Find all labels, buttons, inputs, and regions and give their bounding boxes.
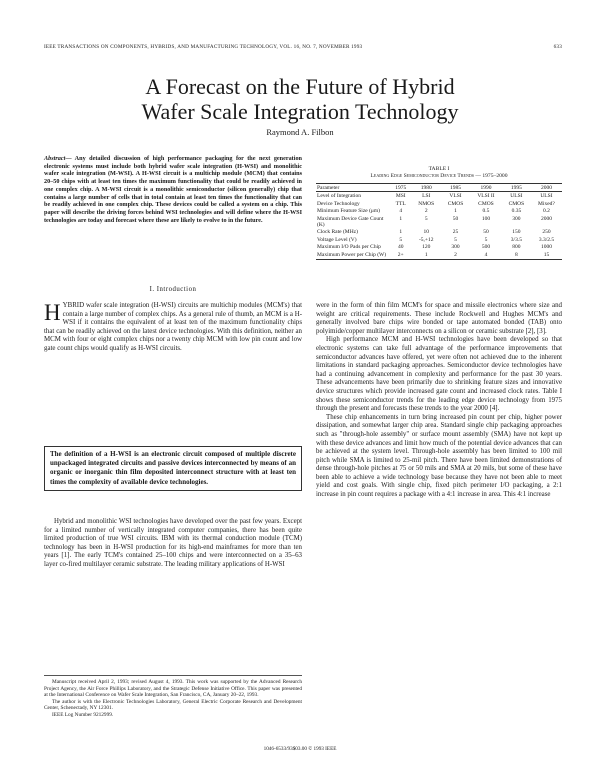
table-row (316, 251, 562, 259)
table-cell: 5 (484, 236, 488, 243)
table-cell: 5 (424, 215, 428, 222)
table-cell: Voltage Level (V) (317, 236, 357, 243)
table-cell: 8 (515, 251, 518, 258)
table-cell: 2 (454, 251, 457, 258)
abstract-label: Abstract (44, 155, 66, 162)
paper-title-line-2: Wafer Scale Integration Technology (141, 99, 459, 124)
table-caption-title: Leading Edge Semiconductor Device Trends — 1975–2000 (370, 173, 508, 179)
table-header-cell: 2000 (540, 184, 552, 191)
table-header-cell: 1985 (450, 184, 462, 191)
table-cell: Level of Integration (317, 193, 361, 200)
table-cell: 1 (399, 229, 403, 236)
table-row (316, 192, 562, 200)
abstract (44, 155, 302, 224)
table-cell: 0.2 (543, 208, 550, 215)
table-cell: 2 (424, 208, 428, 215)
table-cell: Minimum Feature Size (μm) (317, 208, 380, 215)
table-row (316, 200, 562, 207)
table-cell: 10 (423, 229, 429, 236)
copyright-code: 1046-6533/93$03.00 © 1993 IEEE (263, 746, 337, 752)
footnote (44, 675, 302, 718)
table-cell: 150 (512, 229, 521, 236)
abstract-text: — Any detailed discussion of high performance packaging for the next generation electronic systems must include both hybrid wafer scale integration (H-WSI) and monolithic wafer scale integration (M-WSI). A H-WSI circuit is a multichip module (MCM) that contains 20–50 chips with at least ten times the maximum functionality that could be readily achieved in one complex chip. A M-WSI circuit is a monolithic semiconductor (silicon generally) chip that contains a large number of cells that in total contain at least ten times the functionality that can be readily achieved in one complex chip. These devices could be called a system on a chip. This paper will describe the driving forces behind WSI technologies and will define where the H-WSI technologies are today and forecast where these are likely to evolve to in the future. (44, 155, 302, 224)
table-cell: 2000 (540, 215, 552, 222)
table-cell: 300 (451, 244, 460, 251)
right-paragraph-1: were in the form of thin film MCM's for space and missile electronics where size and weight are critical requirements. These include Rockwell and Hughes MCM's and generally involved bare chips wire bonded or tape automated bonded (TAB) onto polyimide/copper multilayer interconnects on a silicon or ceramic substrate [2], [3]. (316, 302, 562, 335)
table-cell: TTL (395, 200, 406, 207)
table-cell: 25 (452, 229, 459, 236)
table-cell: VLSI (449, 193, 462, 200)
table-cell: -5,+12 (418, 236, 434, 243)
table-header-row (316, 184, 562, 192)
table-row (316, 229, 562, 236)
right-column (316, 302, 562, 500)
table-cell: 1 (454, 208, 457, 215)
table-caption-number: TABLE I (428, 166, 450, 172)
table-cell: 2+ (397, 251, 404, 258)
running-head (44, 44, 562, 50)
table-cell: 3.3/2.5 (538, 236, 555, 243)
table-cell: 120 (422, 244, 431, 251)
table-cell: Device Technology (317, 200, 360, 207)
table-cell: Maximum Device Gate Count (K) (317, 215, 384, 228)
table-cell: NMOS (418, 200, 435, 207)
table-cell: 15 (543, 251, 550, 258)
table-cell: CMOS (478, 200, 494, 207)
table-header-cell: Parameter (317, 184, 340, 191)
table-cell: 4 (399, 208, 403, 215)
table-cell: CMOS (508, 200, 525, 207)
footnote-log-number: IEEE Log Number 9212999. (52, 711, 114, 718)
trends-table (316, 183, 562, 260)
table-1 (316, 166, 562, 260)
table-row (316, 207, 562, 214)
table-row (316, 215, 562, 229)
section-heading: I. Introduction (149, 286, 197, 293)
footnote-received: Manuscript received April 2, 1993; revised August 4, 1993. This work was supported by the Advanced Research Project Agency, the Air Force Phillips Laboratory, and the Strategic Defense Initiative Office. This paper was presented at the International Conference on Wafer Scale Integration, San Francisco, CA, January 20–22, 1993. (44, 679, 302, 698)
table-cell: 50 (483, 229, 489, 236)
table-cell: 100 (481, 215, 491, 222)
table-header-cell: 1990 (480, 184, 492, 191)
table-cell: LSI (422, 193, 431, 200)
table-cell: 50 (452, 215, 459, 222)
footnote-affiliation: The author is with the Electronic Technologies Laboratory, General Electric Corporate Research and Development Center, Schenectady, NY 12301. (44, 698, 302, 711)
table-row (316, 236, 562, 243)
table-cell: VLSI II (477, 193, 495, 200)
table-cell: 5 (454, 236, 457, 243)
paper-title-line-1: A Forecast on the Future of Hybrid (145, 74, 455, 99)
table-cell: 0.5 (482, 208, 490, 215)
right-paragraph-2: High performance MCM and H-WSI technologies have been developed so that electronic systems can take full advantage of the performance improvements that semiconductor advances have offered, yet were often not achieved due to the inherent limitations in standard packaging approaches. Semiconductor device technologies have had a continuing advancement in complexity and performance for the past 30 years. These advancements have been primarily due to shrinking feature sizes and innovative device structures which provide increased gate count and increased clock rates. Table I shows these semiconductor trends for the leading edge device technology from 1975 through the present and forecasts these trends to the year 2000 [4]. (316, 336, 562, 413)
table-header-cell: 1980 (420, 184, 432, 191)
table-cell: CMOS (447, 200, 464, 207)
definition-box: The definition of a H-WSI is an electronic circuit composed of multiple discrete unpackaged integrated circuits and passive devices interconnected by means of an organic or inorganic thin film deposited interconnect structure with at least ten times the complexity of available device technologies. (44, 446, 302, 491)
table-cell: 800 (512, 244, 521, 251)
intro-paragraph-1: YBRID wafer scale integration (H-WSI) circuits are multichip modules (MCM's) that contain a large number of complex chips. As a general rule of thumb, an MCM is a H-WSI if it contains the equivalent of at least ten of the maximum functionality chips that can be readily achieved on the latest device technologies. With this definition, neither an MCM with four or eight complex chips nor a twenty chip MCM with low pin count and low gate count chips would qualify as H-WSI circuits. (44, 302, 302, 352)
table-cell: 300 (512, 215, 521, 222)
table-header-cell: 1995 (510, 184, 522, 191)
left-column-continued (44, 518, 302, 570)
left-column-intro (44, 302, 302, 354)
right-paragraph-3: These chip enhancements in turn bring increased pin count per chip, higher power dissipation, and somewhat larger chip area. Standard single chip packaging approaches such as "through-hole assembly" or surface mount assembly (SMA) have not kept up with these device advances and limit how much of the potential device advances that can be achieved at the system level. Through-hole assembly has been limited to 100 mil pitch while SMA is limited to 25-mil pitch. There have been limited demonstrations of dense through-hole pitches at 75 or 50 mils and SMA at 20 mils, but some of these have been able to achieve a wide technology base because they have not been able to meet yield and cost goals. With single chip, fixed pitch perimeter I/O packaging, a 2:1 increase in pin count requires a package with a 4:1 increase in area. This 4:1 increase (316, 413, 562, 499)
table-cell: 0.35 (511, 208, 522, 215)
table-cell: 1 (424, 251, 428, 258)
table-row (316, 244, 562, 251)
page-number: 633 (553, 44, 562, 50)
table-cell: 1 (399, 215, 403, 222)
table-cell: Mixed? (538, 200, 555, 207)
dropcap: H (44, 300, 61, 325)
paper-author: Raymond A. Filbon (266, 127, 334, 137)
table-cell: 5 (399, 236, 403, 243)
running-head-journal: IEEE TRANSACTIONS ON COMPONENTS, HYBRIDS, AND MANUFACTURING TECHNOLOGY, VOL. 16, NO. 7, NOVEMBER 1993 (44, 44, 363, 50)
table-header-cell: 1975 (395, 184, 407, 191)
table-cell: 4 (484, 251, 488, 258)
table-cell: 250 (542, 229, 551, 236)
intro-paragraph-2: Hybrid and monolithic WSI technologies have developed over the past few years. Except for a limited number of vertically integrated computer companies, there has been quite limited production of true WSI circuits. IBM with its thermal conduction module (TCM) technology has been in H-WSI production for its high-end mainframes for more than ten years [1]. The early TCM's contained 25–100 chips and were interconnected on a 35–63 layer co-fired multilayer ceramic substrate. The leading military applications of H-WSI (44, 518, 302, 568)
table-cell: Maximum I/O Pads per Chip (317, 244, 381, 251)
table-cell: ULSI (540, 193, 553, 200)
table-cell: 40 (397, 244, 404, 251)
table-cell: 500 (481, 244, 491, 251)
table-cell: 1000 (540, 244, 552, 251)
table-cell: Maximum Power per Chip (W) (317, 251, 387, 258)
table-cell: 3/3.5 (510, 236, 522, 243)
table-cell: MSI (395, 193, 406, 200)
table-cell: Clock Rate (MHz) (317, 229, 358, 236)
table-cell: ULSI (510, 193, 523, 200)
